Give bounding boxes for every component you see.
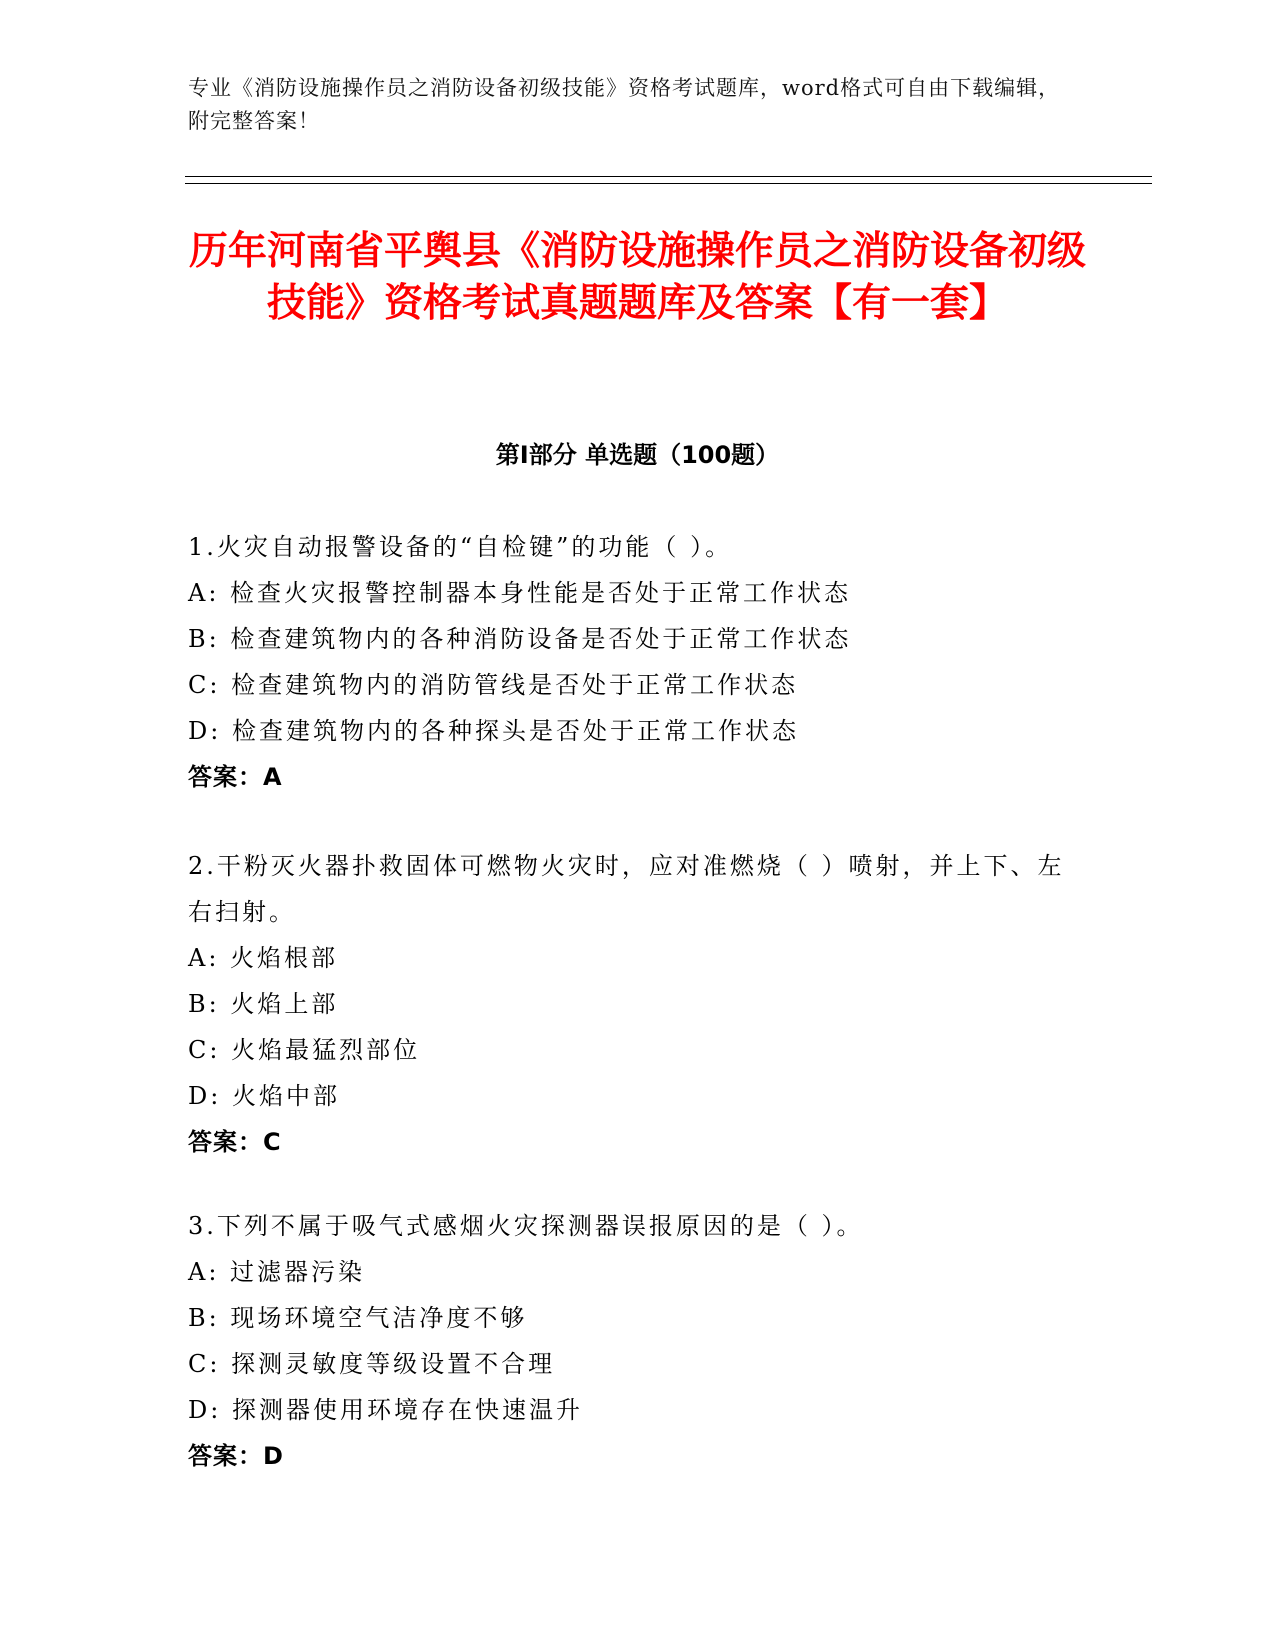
question-item — [188, 1203, 1068, 1479]
option-d: D: 探测器使用环境存在快速温升 — [188, 1396, 583, 1424]
option-b: B: 火焰上部 — [188, 990, 339, 1018]
answer-label: 答案：C — [188, 1128, 282, 1156]
option-a: A: 火焰根部 — [188, 944, 339, 972]
option-b: B: 现场环境空气洁净度不够 — [188, 1304, 528, 1332]
option-c: C: 探测灵敏度等级设置不合理 — [188, 1350, 556, 1378]
question-stem: 1.火灾自动报警设备的“自检键”的功能（ ）。 — [188, 533, 733, 561]
option-d: D: 火焰中部 — [188, 1082, 340, 1110]
header-rule-bottom — [185, 183, 1152, 184]
section-heading: 第I部分 单选题（100题） — [495, 441, 780, 469]
question-stem: 3.下列不属于吸气式感烟火灾探测器误报原因的是（ ）。 — [188, 1212, 864, 1240]
option-c: C: 检查建筑物内的消防管线是否处于正常工作状态 — [188, 671, 799, 699]
option-a: A: 过滤器污染 — [188, 1258, 366, 1286]
answer-label: 答案：A — [188, 763, 283, 791]
option-a: A: 检查火灾报警控制器本身性能是否处于正常工作状态 — [188, 579, 852, 607]
option-b: B: 检查建筑物内的各种消防设备是否处于正常工作状态 — [188, 625, 852, 653]
question-stem: 2.干粉灭火器扑救固体可燃物火灾时，应对准燃烧（ ）喷射，并上下、左右扫射。 — [188, 852, 1065, 926]
question-item — [188, 843, 1068, 1165]
option-d: D: 检查建筑物内的各种探头是否处于正常工作状态 — [188, 717, 799, 745]
question-item — [188, 524, 1068, 800]
header-note: 专业《消防设施操作员之消防设备初级技能》资格考试题库，word格式可自由下载编辑，附完整答案！ — [188, 76, 1061, 133]
document-title: 历年河南省平舆县《消防设施操作员之消防设备初级技能》资格考试真题题库及答案【有一套】 — [188, 229, 1086, 326]
option-c: C: 火焰最猛烈部位 — [188, 1036, 421, 1064]
answer-label: 答案：D — [188, 1442, 284, 1470]
header-rule-top — [185, 176, 1152, 177]
